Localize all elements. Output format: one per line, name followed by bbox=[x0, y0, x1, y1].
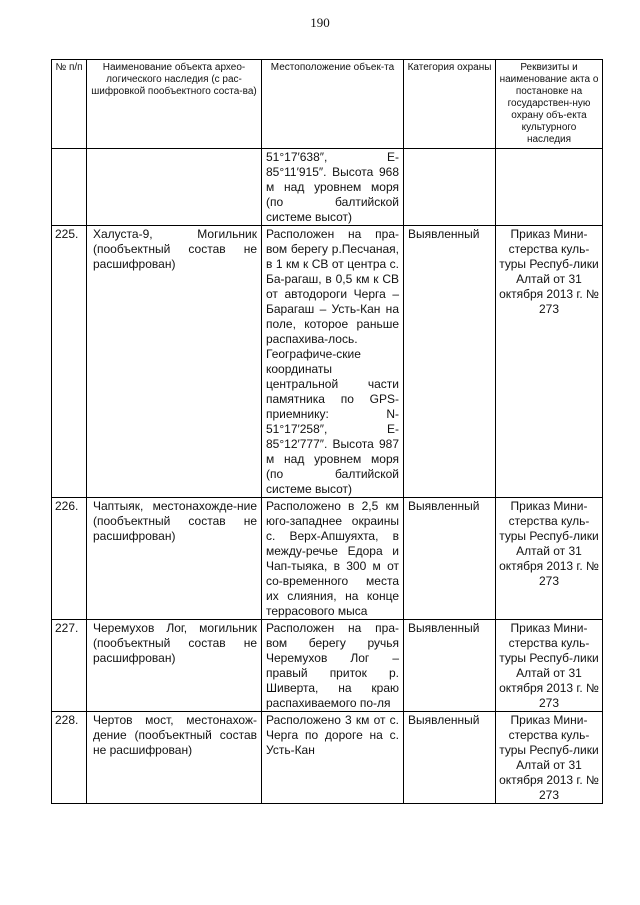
cell-name bbox=[87, 149, 262, 226]
cell-category: Выявленный bbox=[404, 712, 496, 804]
cell-name: Чаптыяк, местонахожде-ние (пообъектный состав не расшифрован) bbox=[87, 498, 262, 620]
cell-category: Выявленный bbox=[404, 498, 496, 620]
cell-num: 227. bbox=[52, 620, 87, 712]
header-name: Наименование объекта архео-логического наследия (с рас-шифровкой пообъектного соста-ва) bbox=[87, 60, 262, 149]
cell-name: Черемухов Лог, могильник (пообъектный состав не расшифрован) bbox=[87, 620, 262, 712]
cell-num bbox=[52, 149, 87, 226]
cell-location: Расположено в 2,5 км юго-западнее окраины с. Верх-Апшуяхта, в между-речье Едора и Чап-тыяка, в 300 м от со-временного места их слияния, на конце террасового мыса bbox=[262, 498, 404, 620]
heritage-table bbox=[51, 59, 603, 804]
table-row bbox=[52, 620, 603, 712]
table-row bbox=[52, 498, 603, 620]
cell-act: Приказ Мини-стерства куль-туры Респуб-лики Алтай от 31 октября 2013 г. № 273 bbox=[496, 620, 603, 712]
cell-num: 228. bbox=[52, 712, 87, 804]
cell-name: Халуста-9, Могильник (пообъектный состав не расшифрован) bbox=[87, 226, 262, 498]
page-number: 190 bbox=[310, 15, 330, 30]
cell-act: Приказ Мини-стерства куль-туры Респуб-лики Алтай от 31 октября 2013 г. № 273 bbox=[496, 498, 603, 620]
cell-location: Расположено 3 км от с. Черга по дороге на с. Усть-Кан bbox=[262, 712, 404, 804]
cell-category: Выявленный bbox=[404, 226, 496, 498]
cell-category bbox=[404, 149, 496, 226]
cell-act: Приказ Мини-стерства куль-туры Респуб-лики Алтай от 31 октября 2013 г. № 273 bbox=[496, 226, 603, 498]
cell-location: Расположен на пра-вом берегу р.Песчаная, в 1 км к СВ от центра с. Ба-рагаш, в 0,5 км к СВ от автодороги Черга – Барагаш – Усть-Кан на поле, которое раньше распахива-лось. Географиче-ские координаты центральной части памятника по GPS-приемнику: N-51°17′258″, E-85°12′777″. Высота 987 м над уровнем моря (по балтийской системе высот) bbox=[262, 226, 404, 498]
cell-location: Расположен на пра-вом берегу ручья Черемухов Лог – правый приток р. Шиверта, на краю распахиваемого по-ля bbox=[262, 620, 404, 712]
header-category: Категория охраны bbox=[404, 60, 496, 149]
table-row-continuation bbox=[52, 149, 603, 226]
cell-location: 51°17′638″, E-85°11′915″. Высота 968 м над уровнем моря (по балтийской системе высот) bbox=[262, 149, 404, 226]
cell-act bbox=[496, 149, 603, 226]
cell-category: Выявленный bbox=[404, 620, 496, 712]
table-row bbox=[52, 712, 603, 804]
header-num: № п/п bbox=[52, 60, 87, 149]
cell-num: 225. bbox=[52, 226, 87, 498]
table-row bbox=[52, 226, 603, 498]
cell-name: Чертов мост, местонахож-дение (пообъектный состав не расшифрован) bbox=[87, 712, 262, 804]
cell-num: 226. bbox=[52, 498, 87, 620]
table-header-row bbox=[52, 60, 603, 149]
header-act: Реквизиты и наименование акта о постановке на государствен-ную охрану объ-екта культурного наследия bbox=[496, 60, 603, 149]
header-location: Местоположение объек-та bbox=[262, 60, 404, 149]
cell-act: Приказ Мини-стерства куль-туры Респуб-лики Алтай от 31 октября 2013 г. № 273 bbox=[496, 712, 603, 804]
